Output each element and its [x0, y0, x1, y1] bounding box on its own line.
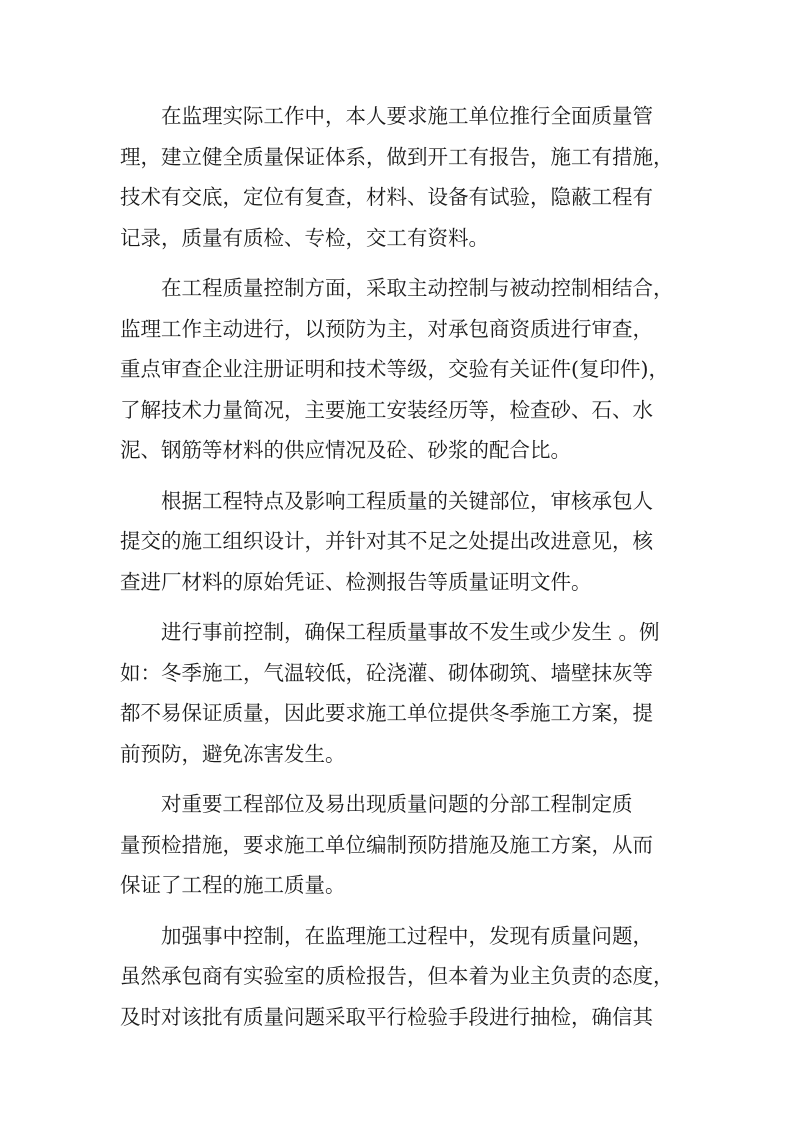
text-line: 前预防，避免冻害发生。 [120, 741, 346, 766]
paragraph-spacing [120, 258, 680, 268]
paragraph-prior-control [120, 612, 680, 774]
paragraph-spacing [120, 774, 680, 784]
text-line: 对重要工程部位及易出现质量问题的分部工程制定质 [120, 792, 633, 816]
text-line: 提交的施工组织设计，并针对其不足之处提出改进意见，核 [120, 529, 653, 553]
text-line: 查进厂材料的原始凭证、检测报告等质量证明文件。 [120, 569, 592, 594]
text-line: 了解技术力量简况，主要施工安装经历等，检查砂、石、水 [120, 397, 653, 422]
paragraph-quality-management [120, 96, 680, 258]
text-line: 进行事前控制，确保工程质量事故不发生或少发生 。例 [120, 620, 660, 644]
paragraph-quality-control [120, 268, 680, 471]
text-line: 根据工程特点及影响工程质量的关键部位，审核承包人 [120, 488, 653, 513]
document-body [120, 96, 680, 1037]
text-line: 泥、钢筋等材料的供应情况及砼、砂浆的配合比。 [120, 438, 571, 462]
text-line: 在监理实际工作中，本人要求施工单位推行全面质量管 [120, 104, 653, 128]
text-line: 监理工作主动进行，以预防为主，对承包商资质进行审查， [120, 316, 653, 341]
paragraph-spacing [120, 906, 680, 916]
text-line: 在工程质量控制方面，采取主动控制与被动控制相结合， [120, 276, 674, 300]
text-line: 虽然承包商有实验室的质检报告，但本着为业主负责的态度， [120, 964, 674, 988]
text-line: 重点审查企业注册证明和技术等级，交验有关证件(复印件)， [120, 357, 669, 381]
text-line: 记录，质量有质检、专检，交工有资料。 [120, 225, 489, 250]
paragraph-pre-inspection [120, 784, 680, 906]
text-line: 保证了工程的施工质量。 [120, 873, 346, 897]
text-line: 量预检措施，要求施工单位编制预防措施及施工方案，从而 [120, 832, 653, 857]
text-line: 及时对该批有质量问题采取平行检验手段进行抽检，确信其 [120, 1004, 653, 1029]
text-line: 如：冬季施工，气温较低，砼浇灌、砌体砌筑、墙壁抹灰等 [120, 660, 653, 685]
text-line: 都不易保证质量，因此要求施工单位提供冬季施工方案，提 [120, 701, 653, 725]
paragraph-spacing [120, 471, 680, 481]
text-line: 理，建立健全质量保证体系，做到开工有报告，施工有措施， [120, 144, 674, 169]
text-line: 技术有交底，定位有复查，材料、设备有试验，隐蔽工程有 [120, 185, 653, 209]
paragraph-key-parts-review [120, 481, 680, 603]
paragraph-in-process-control [120, 916, 680, 1038]
paragraph-spacing [120, 602, 680, 612]
text-line: 加强事中控制，在监理施工过程中，发现有质量问题， [120, 923, 653, 948]
